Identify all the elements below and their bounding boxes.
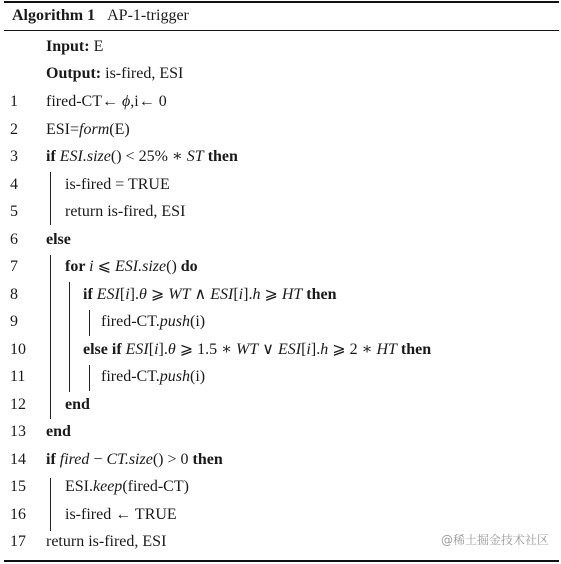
line-number: 11: [10, 368, 26, 385]
text-fragment: ∨: [258, 340, 278, 358]
line-number: 14: [10, 450, 26, 468]
line-text: [65, 391, 90, 418]
math-symbol: h: [320, 340, 329, 358]
line-number: 1: [10, 93, 18, 110]
line-text: [46, 446, 223, 473]
line-number: 3: [10, 148, 18, 165]
math-symbol: fired: [59, 450, 90, 468]
input-keyword: Input:: [46, 38, 90, 55]
math-symbol: ESI: [96, 285, 120, 303]
line-number: 5: [10, 203, 18, 220]
input-value: E: [93, 38, 104, 55]
text-fragment: fired-CT←: [46, 93, 122, 110]
keyword: then: [302, 285, 337, 303]
math-symbol: ST: [186, 148, 204, 165]
math-symbol: WT: [236, 340, 259, 358]
line-number: 15: [10, 478, 26, 495]
math-symbol: WT: [168, 285, 191, 303]
text-fragment: fired-CT.: [101, 368, 160, 385]
text-fragment: ESI=: [46, 120, 80, 138]
output-keyword: Output:: [46, 65, 102, 82]
keyword: then: [203, 148, 238, 165]
keyword: else: [46, 230, 71, 248]
math-symbol: CT.size: [106, 450, 153, 468]
text-fragment: ⩾ 1.5 ∗: [175, 340, 237, 358]
text-fragment: fired-CT.: [101, 313, 160, 330]
line-number: 10: [10, 340, 26, 358]
top-rule: [4, 1, 559, 3]
math-symbol: i: [306, 340, 311, 358]
line-number: 2: [10, 120, 18, 138]
text-fragment: (fired-CT): [122, 478, 189, 495]
math-symbol: HT: [281, 285, 303, 303]
line-number: 9: [10, 313, 18, 330]
line-text: [65, 501, 177, 528]
text-fragment: return is-fired, ESI: [46, 533, 167, 550]
line-text: [83, 281, 337, 308]
line-number: 6: [10, 230, 18, 248]
text-fragment: [: [148, 340, 155, 358]
keyword: then: [396, 340, 432, 358]
text-fragment: (i): [190, 368, 206, 385]
keyword: end: [46, 423, 71, 440]
text-fragment: (i): [190, 313, 206, 330]
text-fragment: ⩽: [93, 258, 115, 275]
line-number: 7: [10, 258, 18, 275]
line-text: [65, 473, 189, 500]
algorithm-name: AP-1-trigger: [107, 7, 189, 24]
text-fragment: [: [119, 285, 126, 303]
math-symbol: ESI: [125, 340, 149, 358]
keyword: then: [192, 450, 223, 468]
text-fragment: () > 0: [152, 450, 193, 468]
math-symbol: ESI: [210, 285, 234, 303]
math-symbol: HT: [376, 340, 397, 358]
line-text: [65, 171, 170, 198]
line-number: 8: [10, 285, 18, 303]
text-fragment: is-fired ← TRUE: [65, 505, 177, 523]
keyword: end: [65, 395, 90, 413]
algorithm-caption: [12, 6, 189, 26]
math-symbol: ESI.size: [115, 258, 167, 275]
text-fragment: ,i← 0: [130, 93, 167, 110]
keyword: if: [46, 148, 60, 165]
keyword: for: [65, 258, 90, 275]
math-symbol: keep: [93, 478, 123, 495]
line-number: 13: [10, 423, 26, 440]
watermark: @稀土掘金技术社区: [440, 533, 549, 547]
text-fragment: [: [301, 340, 307, 358]
line-number: 17: [10, 533, 26, 550]
line-number: 4: [10, 175, 18, 193]
line-text: [101, 308, 205, 335]
text-fragment: () < 25% ∗: [110, 148, 187, 165]
math-symbol: i: [154, 340, 159, 358]
line-text: [46, 418, 71, 445]
text-fragment: ].: [158, 340, 168, 358]
line-text: [65, 198, 185, 225]
math-symbol: i: [125, 285, 130, 303]
text-fragment: ESI.: [65, 478, 93, 495]
text-fragment: return is-fired, ESI: [65, 203, 186, 220]
math-symbol: push: [159, 313, 191, 330]
line-text: [46, 226, 71, 253]
keyword: if: [46, 450, 60, 468]
line-text: [65, 253, 198, 280]
text-fragment: ⩾ 2 ∗: [328, 340, 377, 358]
text-fragment: (): [166, 258, 181, 275]
indent-bar: [89, 310, 90, 336]
math-symbol: h: [252, 285, 261, 303]
line-text: [46, 143, 238, 170]
line-text: [46, 528, 166, 555]
text-fragment: −: [89, 450, 107, 468]
indent-bar: [50, 478, 51, 531]
line-number: 12: [10, 395, 26, 413]
line-text: [46, 88, 167, 115]
text-fragment: ].: [243, 285, 253, 303]
line-text: [83, 336, 431, 363]
indent-bar: [50, 172, 51, 225]
math-symbol: push: [159, 368, 191, 385]
indent-bar: [50, 255, 51, 419]
keyword: else if: [83, 340, 126, 358]
math-symbol: ESI.size: [59, 148, 111, 165]
line-text: [46, 116, 130, 143]
line-number: 16: [10, 505, 26, 523]
text-fragment: ⩾: [260, 285, 282, 303]
math-symbol: i: [89, 258, 94, 275]
text-fragment: is-fired = TRUE: [65, 175, 170, 193]
math-symbol: i: [238, 285, 244, 303]
keyword: do: [180, 258, 198, 275]
math-symbol: θ: [139, 285, 147, 303]
indent-bar: [89, 365, 90, 391]
text-fragment: ⩾: [146, 285, 169, 303]
text-fragment: (E): [109, 120, 130, 138]
text-fragment: ].: [310, 340, 321, 358]
text-fragment: ].: [129, 285, 139, 303]
math-symbol: ESI: [277, 340, 302, 358]
output-value: is-fired, ESI: [105, 65, 184, 82]
caption-rule: [4, 30, 559, 31]
line-text: [101, 363, 205, 390]
bottom-rule: [4, 560, 559, 562]
algorithm-label: Algorithm 1: [12, 7, 96, 24]
text-fragment: ∧: [190, 285, 211, 303]
math-symbol: ϕ: [121, 93, 131, 110]
text-fragment: [: [233, 285, 239, 303]
math-symbol: θ: [167, 340, 176, 358]
math-symbol: form: [79, 120, 110, 138]
indent-bar: [69, 282, 70, 392]
keyword: if: [83, 285, 97, 303]
